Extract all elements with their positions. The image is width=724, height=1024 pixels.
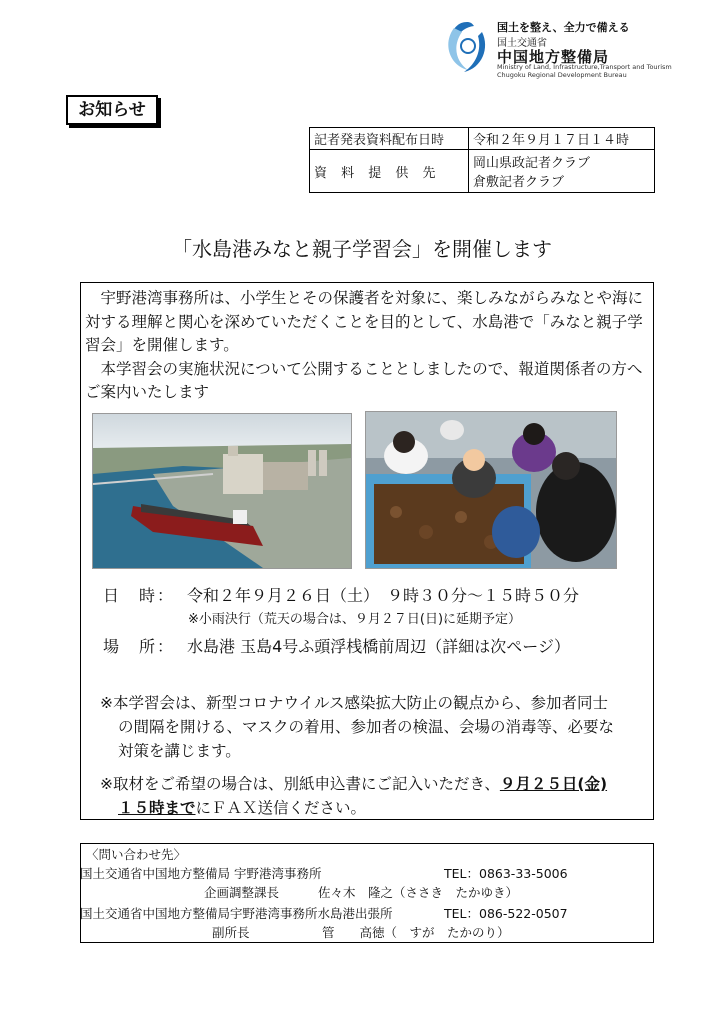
provider-value-1: 岡山県政記者クラブ xyxy=(473,156,591,172)
release-date-value: 令和２年９月１７日１４時 xyxy=(469,128,655,150)
release-info-table xyxy=(309,127,655,193)
contact-tel-1: TEL：0863-33-5006 xyxy=(444,866,568,881)
event-date-value: 令和２年９月２６日（土） ９時３０分～１５時５０分 xyxy=(187,586,580,605)
press-note-prefix: ※取材をご希望の場合は、別紙申込書にご記入いただき、 xyxy=(100,775,500,793)
intro-paragraph-2: 本学習会の実施状況について公開することとしましたので、報道関係者の方へご案内いたします xyxy=(85,359,643,401)
event-place-row xyxy=(103,634,570,657)
notice-badge: お知らせ xyxy=(66,95,158,125)
bureau-logo-icon xyxy=(444,18,490,78)
covid-measures-note xyxy=(100,691,652,763)
covid-note-line-1: ※本学習会は、新型コロナウイルス感染拡大防止の観点から、参加者同士 xyxy=(100,694,609,712)
press-coverage-note xyxy=(100,772,652,820)
event-date-row xyxy=(103,583,579,606)
logo-ministry: 国土交通省 xyxy=(497,38,547,49)
covid-note-line-3: 対策を講じます。 xyxy=(118,742,241,760)
provider-label: 資 料 提 供 先 xyxy=(310,150,469,193)
event-place-label: 場 所： xyxy=(103,637,176,656)
press-deadline-date: ９月２５日(金) xyxy=(499,775,608,793)
document-title: 「水島港みなと親子学習会」を開催します xyxy=(172,237,552,261)
contact-office-1: 国土交通省中国地方整備局 宇野港湾事務所 xyxy=(80,866,322,881)
port-aerial-photo xyxy=(92,413,352,569)
logo-bureau-name: 中国地方整備局 xyxy=(497,48,610,66)
release-date-label: 記者発表資料配布日時 xyxy=(310,128,469,150)
event-date-label: 日 時： xyxy=(103,586,176,605)
logo-english-name xyxy=(497,63,672,79)
contact-person-2-title: 副所長 xyxy=(212,925,250,940)
provider-values xyxy=(469,150,655,193)
event-place-value: 水島港 玉島4号ふ頭浮桟橋前周辺（詳細は次ページ） xyxy=(187,637,570,656)
covid-note-line-2: の間隔を開ける、マスクの着用、参加者の検温、会場の消毒等、必要な xyxy=(118,718,615,736)
provider-value-2: 倉敷記者クラブ xyxy=(473,175,565,191)
contact-person-1-name: 佐々木 隆之（ささき たかゆき） xyxy=(318,885,519,900)
logo-english-line-2: Chugoku Regional Development Bureau xyxy=(497,71,627,79)
logo-slogan: 国土を整え、全力で備える xyxy=(497,21,630,34)
contact-person-2-name: 管 高徳（ すが たかのり） xyxy=(322,925,510,940)
event-date-note: ※小雨決行（荒天の場合は、９月２７日(日)に延期予定） xyxy=(188,612,522,627)
contact-office-2: 国土交通省中国地方整備局宇野港湾事務所水島港出張所 xyxy=(80,906,393,921)
contact-heading: 〈問い合わせ先〉 xyxy=(86,847,187,862)
press-note-suffix: にＦＡＸ送信ください。 xyxy=(195,799,367,817)
intro-text xyxy=(85,287,651,405)
children-learning-photo xyxy=(365,411,617,569)
press-deadline-time: １５時まで xyxy=(118,799,196,817)
contact-tel-2: TEL：086-522-0507 xyxy=(444,906,568,921)
contact-person-1-title: 企画調整課長 xyxy=(204,885,280,900)
intro-paragraph-1: 宇野港湾事務所は、小学生とその保護者を対象に、楽しみながらみなとや海に対する理解と関心を深めていただくことを目的として、水島港で「みなと親子学習会」を開催します。 xyxy=(85,289,644,354)
logo-english-line-1: Ministry of Land, Infrastructure,Transport and Tourism xyxy=(497,63,672,71)
